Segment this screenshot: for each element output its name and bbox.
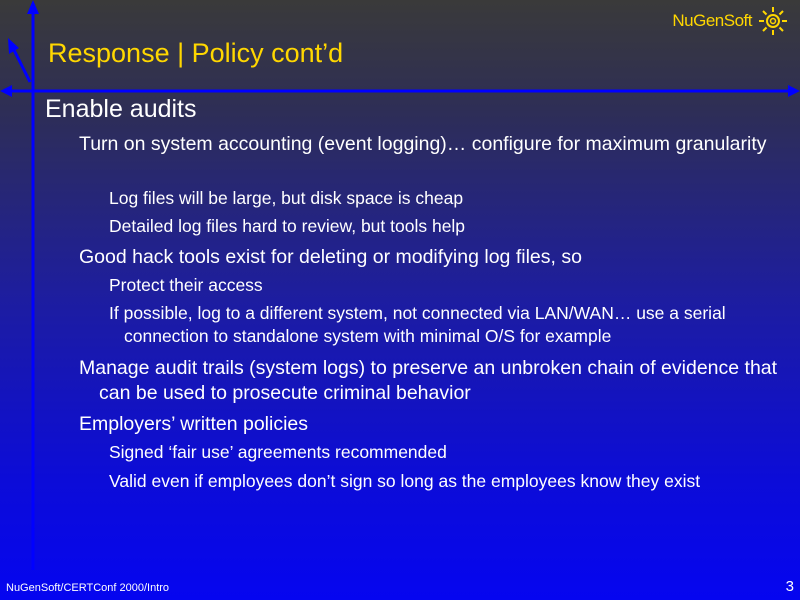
- company-logo: [672, 6, 788, 36]
- bullet-level2: Employers’ written policies: [79, 413, 309, 435]
- bullet-level3: If possible, log to a different system, not connected via LAN/WAN… use a serial connection to standalone system with minimal O/S for example: [109, 303, 726, 346]
- footer-text: NuGenSoft/CERTConf 2000/Intro: [6, 582, 170, 594]
- bullet-level3: Log files will be large, but disk space is cheap: [109, 188, 464, 208]
- logo-text: NuGenSoft: [672, 11, 752, 30]
- bullet-level2: Manage audit trails (system logs) to preserve an unbroken chain of evidence that can be used to prosecute criminal behavior: [79, 357, 778, 404]
- bullet-level1: Enable audits: [45, 95, 197, 123]
- page-number: 3: [785, 578, 794, 595]
- slide-title: Response | Policy cont’d: [48, 38, 344, 68]
- bullet-level3: Detailed log files hard to review, but tools help: [109, 216, 466, 236]
- bullet-level2: Good hack tools exist for deleting or modifying log files, so: [79, 246, 582, 268]
- sun-icon: [758, 6, 788, 36]
- bullet-level3: Protect their access: [109, 275, 263, 295]
- bullet-level3: Signed ‘fair use’ agreements recommended: [109, 442, 447, 462]
- bullet-level3: Valid even if employees don’t sign so long as the employees know they exist: [109, 471, 701, 491]
- bullet-level2: Turn on system accounting (event logging)… configure for maximum granularity: [79, 133, 767, 155]
